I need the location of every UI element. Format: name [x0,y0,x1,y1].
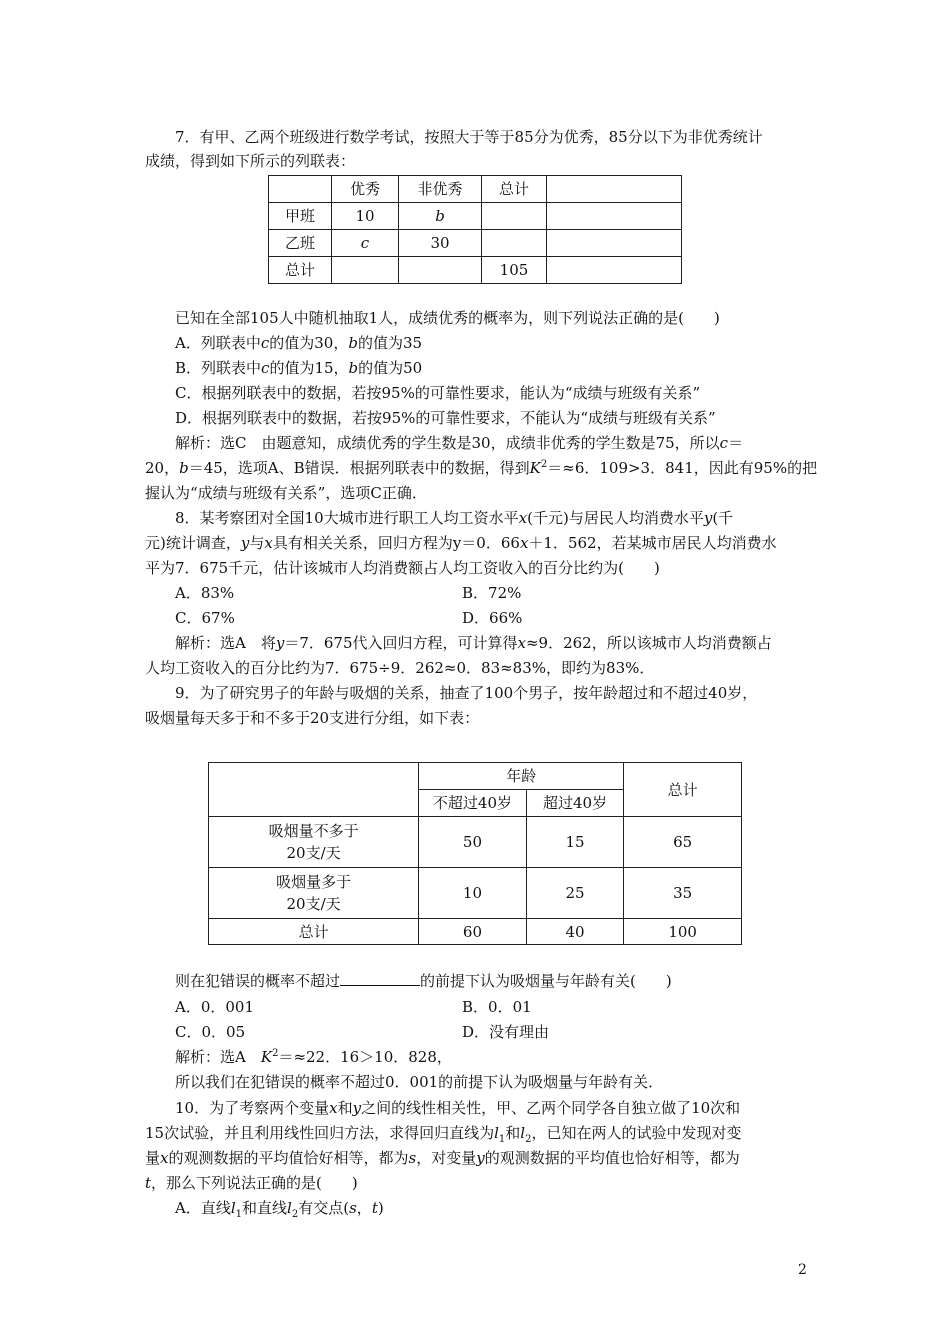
table-row-label: 吸烟量多于 20支/天 [209,868,419,919]
q7-contingency-table [268,175,682,284]
q8-solution-line1: 解析：选A 将y＝7．675代入回归方程，可计算得x≈9．262，所以该城市人均消费额占 [175,634,772,652]
table-row-label: 总计 [209,919,419,945]
table-cell: 40 [526,919,624,945]
table-cell: 10 [419,868,527,919]
table-cell: 30 [399,230,482,257]
q9-option-a: A．0．001 [175,998,255,1016]
table-cell: 65 [624,817,742,868]
q10-stem-line2: 15次试验，并且利用线性回归方法，求得回归直线为$l_1$和$l_2$，已知在两人的试验中发现对变 [145,1124,742,1145]
table-cell [547,203,682,230]
q7-option-d: D．根据列联表中的数据，若按95%的可靠性要求，不能认为“成绩与班级有关系” [175,409,716,427]
q7-solution-line3: 握认为“成绩与班级有关系”，选项C正确． [145,484,427,502]
table-cell: 15 [526,817,624,868]
table-header: 优秀 [332,176,399,203]
table-header-total: 总计 [624,763,742,817]
table-cell: 100 [624,919,742,945]
q8-option-b: B．72% [462,584,522,602]
q7-option-a: A．列联表中c的值为30，b的值为35 [175,334,423,352]
table-cell: 10 [332,203,399,230]
q8-option-d: D．66% [462,609,523,627]
q10-stem-line3: 量x的观测数据的平均值恰好相等，都为s，对变量y的观测数据的平均值也恰好相等，都为 [145,1149,740,1167]
table-header: 非优秀 [399,176,482,203]
table-header: 不超过40岁 [419,790,527,817]
q10-stem-line4: t，那么下列说法正确的是( ) [145,1174,358,1192]
q8-stem-line1: 8．某考察团对全国10大城市进行职工人均工资水平x(千元)与居民人均消费水平y(千 [175,509,734,527]
table-cell: 60 [419,919,527,945]
q8-stem-line3: 平为7．675千元，估计该城市人均消费额占人均工资收入的百分比约为( ) [145,559,660,577]
q9-option-d: D．没有理由 [462,1023,550,1041]
q7-option-c: C．根据列联表中的数据，若按95%的可靠性要求，能认为“成绩与班级有关系” [175,384,701,402]
q10-option-a: A．直线$l_1$和直线$l_2$有交点(s，t) [175,1199,384,1220]
q7-stem-line1: 7．有甲、乙两个班级进行数学考试，按照大于等于85分为优秀，85分以下为非优秀统计 [175,128,763,146]
table-row-label: 吸烟量不多于 20支/天 [209,817,419,868]
table-row-label: 甲班 [269,203,332,230]
q7-solution-line1: 解析：选C 由题意知，成绩优秀的学生数是30，成绩非优秀的学生数是75，所以c＝ [175,434,744,452]
table-cell [547,230,682,257]
q10-stem-line1: 10．为了考察两个变量x和y之间的线性相关性，甲、乙两个同学各自独立做了10次和 [175,1099,741,1117]
table-cell [547,257,682,284]
q9-solution-line2: 所以我们在犯错误的概率不超过0．001的前提下认为吸烟量与年龄有关． [175,1073,664,1091]
q8-option-a: A．83% [175,584,235,602]
table-cell [399,203,482,230]
table-cell [547,176,682,203]
table-cell [482,203,547,230]
answer-blank [340,971,420,986]
table-cell: 105 [482,257,547,284]
q8-solution-line2: 人均工资收入的百分比约为7．675÷9．262≈0．83≈83%，即约为83%． [145,659,655,677]
table-cell [209,763,419,817]
q9-stem-line1: 9．为了研究男子的年龄与吸烟的关系，抽查了100个男子，按年龄超过和不超过40岁， [175,684,758,702]
q9-option-c: C．0．05 [175,1023,246,1041]
table-cell [332,230,399,257]
table-row-label: 乙班 [269,230,332,257]
table-row-label: 总计 [269,257,332,284]
table-header-age: 年龄 [419,763,624,790]
table-cell [399,257,482,284]
var-b: b [435,207,445,225]
table-cell [482,230,547,257]
q9-smoking-age-table [208,762,742,945]
q9-option-b: B．0．01 [462,998,532,1016]
table-cell: 50 [419,817,527,868]
table-cell [332,257,399,284]
q7-option-b: B．列联表中c的值为15，b的值为50 [175,359,423,377]
table-header: 总计 [482,176,547,203]
table-header: 超过40岁 [526,790,624,817]
q9-solution-line1: 解析：选A $K^2=\approx 22$．16＞10．828， [175,1048,452,1066]
q7-known: 已知在全部105人中随机抽取1人，成绩优秀的概率为，则下列说法正确的是( ) [175,309,720,327]
table-cell: 25 [526,868,624,919]
q7-stem-line2: 成绩，得到如下所示的列联表： [145,152,356,170]
table-cell [269,176,332,203]
q8-stem-line2: 元)统计调查，y与x具有相关关系，回归方程为y＝0．66x＋1．562，若某城市居民人均消费水 [145,534,777,552]
q9-question: 则在犯错误的概率不超过 的前提下认为吸烟量与年龄有关( ) [175,972,672,990]
var-c: c [360,234,370,252]
q7-solution-line2: 20，b＝45，选项A、B错误．根据列联表中的数据，得到$K^2=\approx 6$．109>3．841，因此有95%的把 [145,459,818,477]
page-number: 2 [798,1262,807,1278]
q9-stem-line2: 吸烟量每天多于和不多于20支进行分组，如下表： [145,709,480,727]
q8-option-c: C．67% [175,609,235,627]
table-cell: 35 [624,868,742,919]
